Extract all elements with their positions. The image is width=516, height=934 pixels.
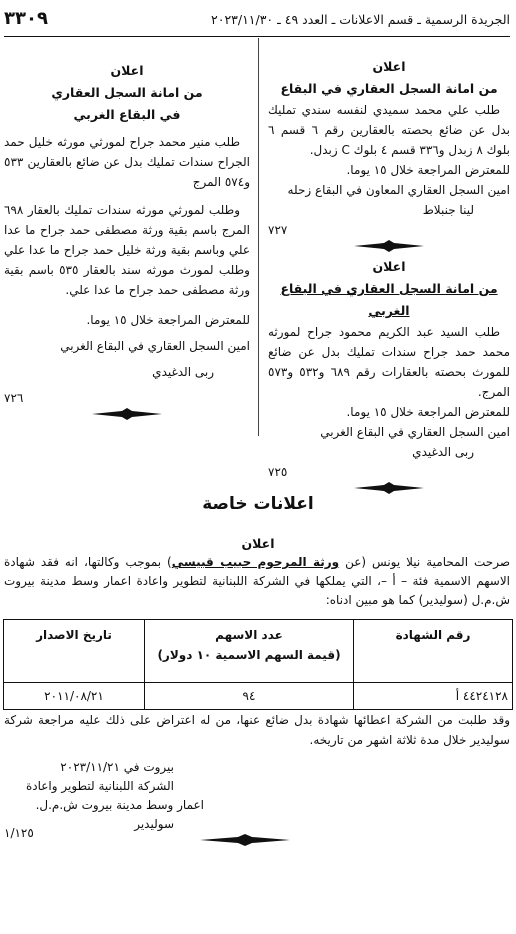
col-issue-date: تاريخ الاصدار (4, 620, 145, 683)
body-bold: ورثة المرحوم حبيب قبيسي (171, 555, 340, 569)
left-column (4, 60, 250, 420)
place-date: بيروت في ٢٠٢٣/١١/٢١ (60, 760, 174, 774)
notice-ref: ٧٢٥ (268, 465, 288, 479)
notice-ref: ٧٢٧ (268, 223, 288, 237)
signer-name: ربى الدغيدي (412, 445, 474, 459)
section-title: اعلانات خاصة (202, 494, 314, 514)
cell-certificate-number: ٤٤٢٤١٢٨ أ (354, 683, 513, 710)
notice-ref: ٧٢٦ (4, 391, 24, 405)
body-prefix: صرحت المحامية نيلا يونس (عن (339, 555, 511, 569)
signer-name: ربى الدغيدي (152, 365, 214, 379)
certificate-table (3, 619, 513, 710)
notice-body: طلب علي محمد سميدي لنفسه سندي تمليك بدل عن ضائع بحصته بالعقارين رقم ٦ قسم ٦ بلوك ٨ زبدل و٣٣٦ قسم ٤ بلوك C زبدل. (268, 103, 510, 157)
company-name: اعمار وسط مدينة بيروت ش.م.ل. (35, 798, 204, 812)
notice-authority: في البقاع الغربي (73, 107, 181, 122)
journal-title: الجريدة الرسمية ـ قسم الاعلانات ـ العدد ٤٩ ـ ٢٠٢٣/١١/٣٠ (211, 12, 510, 27)
notice-heading: اعلان (110, 63, 144, 78)
notice-authority: من امانة السجل العقاري (51, 85, 203, 100)
notice-authority: من امانة السجل العقاري في البقاع الغربي (280, 281, 498, 318)
company-name: الشركة اللبنانية لتطوير واعادة (25, 779, 174, 793)
page-number: ٣٣٠٩ (4, 8, 48, 29)
signer-name: لينا جنبلاط (422, 203, 474, 217)
notice-body: طلب السيد عبد الكريم محمود جراح لمورثه محمد حمد جراح سندات تمليك بدل عن ضائع للمورث بحصته بالعقارات رقم ٦٨٩ و٥٣٢ و٥٧٣ المرج. (268, 325, 510, 399)
col-certificate-number: رقم الشهادة (354, 620, 513, 683)
notice-heading: اعلان (241, 536, 275, 551)
col-share-count-label: عدد الاسهم (215, 628, 283, 642)
notice-objection: للمعترض المراجعة خلال ١٥ يوما. (346, 163, 510, 177)
table-row (4, 683, 513, 710)
table-header-row (4, 620, 513, 683)
ornament-divider-icon (92, 408, 162, 420)
signer-title: امين السجل العقاري في البقاع الغربي (320, 425, 510, 439)
notice-authority: من امانة السجل العقاري في البقاع (280, 81, 498, 96)
ornament-divider-icon (200, 834, 290, 846)
ornament-divider-icon (354, 240, 424, 252)
header-divider (4, 36, 510, 37)
col-share-value-label: (قيمة السهم الاسمية ١٠ دولار) (157, 648, 341, 662)
col-share-count (145, 620, 354, 683)
notice-objection: للمعترض المراجعة خلال ١٥ يوما. (346, 405, 510, 419)
right-column (268, 56, 510, 494)
company-name: سوليدير (134, 817, 174, 831)
notice-body: طلب منير محمد جراح لمورثي مورثه خليل حمد الجراح سندات تمليك بدل عن ضائع بالعقارين ٥٣٣ و٥٧٤ المرج (4, 135, 250, 189)
notice-heading: اعلان (372, 259, 406, 274)
column-divider (258, 38, 259, 436)
page-header (4, 8, 510, 34)
notice-closing: وقد طلبت من الشركة اعطائها شهادة بدل ضائع عنها، من له اعتراض على ذلك عليه مراجعة شركة سوليدير خلال مدة ثلاثة اشهر من تاريخه. (4, 713, 510, 747)
signer-title: امين السجل العقاري في البقاع الغربي (60, 339, 250, 353)
notice-body (4, 553, 510, 610)
cell-share-count: ٩٤ (145, 683, 354, 710)
notice-body: وطلب لمورثي مورثه سندات تمليك بالعقار ٦٩٨ المرج باسم بقية ورثة مصطفى حمد جراح ما عدا علي وباسم بقية ورثة خليل حمد جراح ما عدا علي وطلب لمورث مورثه سند بالعقار ٥٣٥ باسم بقية ورثة مصطفى حمد جراح ما عدا علي. (4, 203, 250, 297)
notice-ref: ١/١٢٥ (4, 826, 34, 840)
body-suffix: ) بموجب وكالتها، انه فقد شهادة الاسهم الاسمية فئة – أ –، التي يملكها في الشركة اللبنانية لتطوير واعادة اعمار وسط مدينة بيروت ش.م.ل (سوليدير) كما هو مبين ادناه: (4, 555, 510, 607)
notice-objection: للمعترض المراجعة خلال ١٥ يوما. (86, 313, 250, 327)
signature-block (4, 758, 204, 834)
signer-title: امين السجل العقاري المعاون في البقاع زحله (287, 183, 510, 197)
notice-heading: اعلان (372, 59, 406, 74)
ornament-divider-icon (354, 482, 424, 494)
cell-issue-date: ٢٠١١/٠٨/٢١ (4, 683, 145, 710)
